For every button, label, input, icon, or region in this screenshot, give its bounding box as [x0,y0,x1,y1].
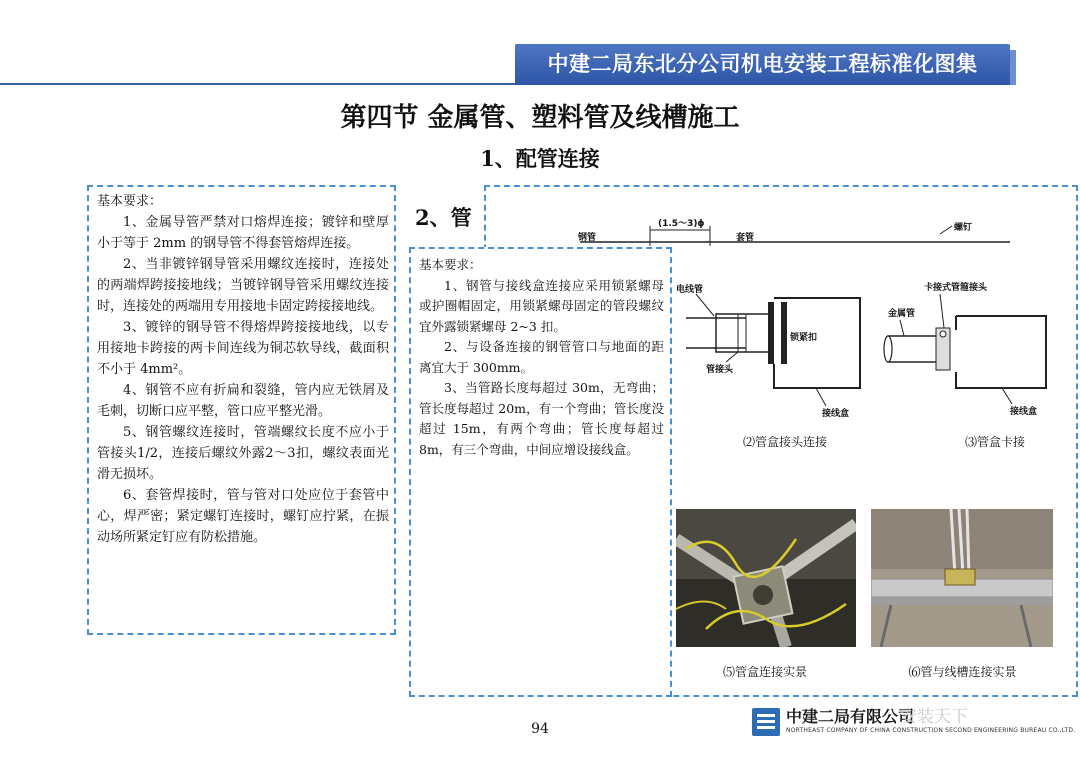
left-item: 2、当非镀锌钢导管采用螺纹连接时，连接处的两端焊跨接接地线；当镀锌钢导管采用螺纹连接时，连接处的两端用专用接地卡固定跨接接地线。 [97,257,389,314]
left-panel-heading: 基本要求： [97,194,163,209]
diagram3-caption: ⑶管盒卡接 [964,435,1025,449]
middle-item: 2、与设备连接的钢管管口与地面的距离宜大于 300mm。 [419,339,664,375]
photo-pipe-box-site [676,509,856,647]
left-item: 1、金属导管严禁对口熔焊连接；镀锌和壁厚小于等于 2mm 的钢导管不得套管熔焊连接。 [97,215,389,251]
photo-pipe-trunking-site [871,509,1053,647]
middle-panel-text [419,255,664,460]
diagram2-caption: ⑵管盒接头连接 [742,435,827,449]
steel-pipe-label: 钢管 [578,233,597,243]
pipe-box-joint-diagram [676,270,866,430]
sleeve-dimension-diagram [560,212,1010,250]
left-panel-text [97,191,389,548]
box3-label: 接线盒 [1010,407,1038,417]
left-item: 6、套管焊接时，管与管对口处应位于套管中心，焊严密；紧定螺钉连接时，螺钉应拧紧，在振动场所紧定钉应有防松措施。 [97,488,389,545]
left-item: 3、镀锌的钢导管不得熔焊跨接接地线，以专用接地卡跨接的两卡间连线为铜芯软导线，截面积不小于 4mm²。 [97,320,389,377]
screw-label: 螺钉 [954,223,973,233]
photo5-caption: ⑸管盒连接实景 [722,665,807,679]
left-item: 5、钢管螺纹连接时，管端螺纹长度不应小于管接头1/2，连接后螺纹外露2～3扣，螺纹表面光滑无损坏。 [97,425,389,482]
watermark: 安装天下 [900,707,968,727]
section2-heading: 2、管 [413,202,474,232]
dim-label: (1.5～3)ϕ [658,219,705,229]
company-logo-icon [752,708,780,736]
company-name: 中建二局有限公司 [786,707,915,726]
lock-nut-label: 锁紧扣 [790,333,818,343]
box-label: 接线盒 [822,409,850,419]
sleeve-label: 套管 [736,233,755,243]
metal-pipe-label: 金属管 [888,309,916,319]
middle-item: 1、钢管与接线盒连接应采用锁紧螺母或护圈帽固定，用锁紧螺母固定的管段螺纹宜外露锁紧螺母 2~3 扣。 [419,277,664,334]
header-band-title: 中建二局东北分公司机电安装工程标准化图集 [515,44,1010,85]
middle-item: 3、当管路长度每超过 30m，无弯曲；管长度每超过 20m，有一个弯曲；管长度没超过 15m，有两个弯曲；管长度每超过 8m，有三个弯曲，中间应增设接线盒。 [419,380,664,457]
page-number: 94 [531,721,549,737]
page-subtitle: 1、配管连接 [480,146,600,171]
photo6-caption: ⑹管与线槽连接实景 [908,665,1017,679]
pipe-box-clip-diagram [878,280,1068,430]
middle-panel-heading: 基本要求： [419,257,482,272]
page-title: 第四节 金属管、塑料管及线槽施工 [340,103,740,133]
conduit-label: 电线管 [676,285,704,295]
company-english-name: NORTHEAST COMPANY OF CHINA CONSTRUCTION SECOND ENGINEERING BUREAU CO.,LTD. [786,727,1076,734]
left-item: 4、钢管不应有折扁和裂缝，管内应无铁屑及毛刺，切断口应平整，管口应平整光滑。 [97,383,389,419]
joint-label: 管接头 [706,365,734,375]
clip-joint-label: 卡接式管箍接头 [924,283,988,293]
